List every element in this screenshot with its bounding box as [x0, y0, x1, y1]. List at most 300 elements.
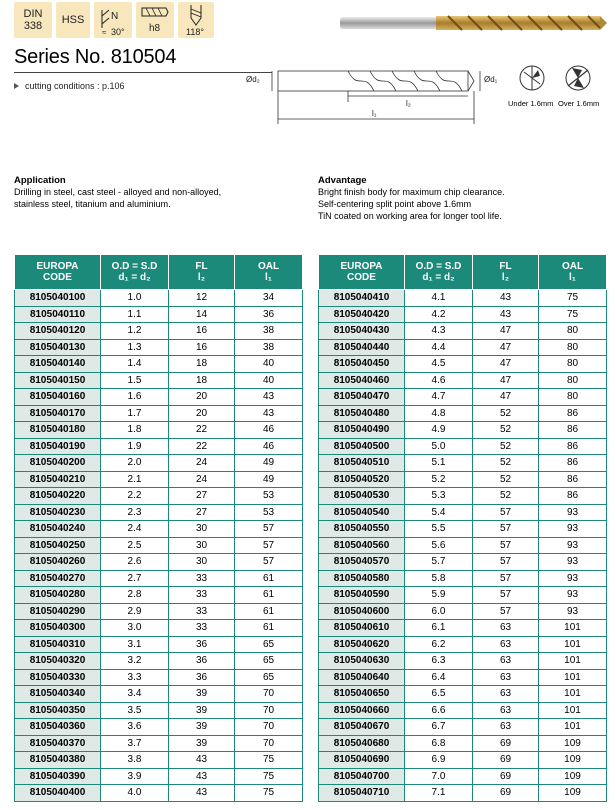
europa-code-cell: 8105040150 — [15, 372, 101, 389]
europa-code-cell: 8105040230 — [15, 504, 101, 521]
europa-code-cell: 8105040320 — [15, 653, 101, 670]
flute-length-cell: 39 — [169, 686, 235, 703]
flute-length-cell: 57 — [473, 554, 539, 571]
over-label: Over 1.6mm — [558, 99, 600, 108]
flute-length-cell: 27 — [169, 504, 235, 521]
flute-length-cell: 57 — [473, 521, 539, 538]
overall-length-cell: 109 — [539, 768, 607, 785]
flute-length-cell: 22 — [169, 438, 235, 455]
flute-length-cell: 52 — [473, 471, 539, 488]
overall-length-cell: 86 — [539, 455, 607, 472]
flute-length-cell: 36 — [169, 653, 235, 670]
overall-length-cell: 86 — [539, 471, 607, 488]
svg-text:l₁: l₁ — [372, 109, 377, 118]
diameter-cell: 4.1 — [405, 290, 473, 307]
overall-length-cell: 101 — [539, 653, 607, 670]
diameter-cell: 6.9 — [405, 752, 473, 769]
europa-code-cell: 8105040610 — [319, 620, 405, 637]
flute-length-cell: 14 — [169, 306, 235, 323]
europa-code-cell: 8105040130 — [15, 339, 101, 356]
europa-code-cell: 8105040430 — [319, 323, 405, 340]
table-row — [319, 752, 607, 769]
diameter-cell: 6.6 — [405, 702, 473, 719]
europa-code-cell: 8105040440 — [319, 339, 405, 356]
table-row — [319, 620, 607, 637]
europa-code-cell: 8105040520 — [319, 471, 405, 488]
table-row — [15, 405, 303, 422]
flute-length-cell: 16 — [169, 323, 235, 340]
table-row — [319, 702, 607, 719]
point-angle-badge — [178, 2, 214, 38]
overall-length-cell: 34 — [235, 290, 303, 307]
flute-length-cell: 63 — [473, 669, 539, 686]
flute-length-cell: 39 — [169, 719, 235, 736]
overall-length-cell: 75 — [539, 290, 607, 307]
diameter-cell: 5.3 — [405, 488, 473, 505]
flute-length-cell: 57 — [473, 504, 539, 521]
drill-bit-image — [338, 8, 608, 38]
helix-angle-icon — [94, 2, 132, 38]
flute-length-cell: 43 — [169, 768, 235, 785]
diameter-cell: 5.2 — [405, 471, 473, 488]
advantage-heading: Advantage — [318, 175, 367, 186]
overall-length-cell: 61 — [235, 603, 303, 620]
europa-code-cell: 8105040250 — [15, 537, 101, 554]
flute-length-cell: 36 — [169, 636, 235, 653]
diameter-cell: 1.4 — [101, 356, 169, 373]
diameter-cell: 1.7 — [101, 405, 169, 422]
flute-length-cell: 57 — [473, 587, 539, 604]
overall-length-cell: 101 — [539, 719, 607, 736]
diameter-cell: 3.2 — [101, 653, 169, 670]
flute-length-cell: 16 — [169, 339, 235, 356]
overall-length-cell: 93 — [539, 521, 607, 538]
overall-length-cell: 86 — [539, 422, 607, 439]
header-od: O.D = S.D d₁ = d₂ — [405, 255, 473, 290]
flute-length-cell: 30 — [169, 537, 235, 554]
material-badge: HSS — [56, 2, 90, 38]
flute-length-cell: 69 — [473, 752, 539, 769]
europa-code-cell: 8105040580 — [319, 570, 405, 587]
europa-code-cell: 8105040690 — [319, 752, 405, 769]
europa-code-cell: 8105040350 — [15, 702, 101, 719]
diameter-cell: 4.3 — [405, 323, 473, 340]
diameter-cell: 5.5 — [405, 521, 473, 538]
diameter-cell: 2.4 — [101, 521, 169, 538]
table-row — [319, 290, 607, 307]
diameter-cell: 3.1 — [101, 636, 169, 653]
overall-length-cell: 93 — [539, 504, 607, 521]
europa-code-cell: 8105040650 — [319, 686, 405, 703]
flute-length-cell: 33 — [169, 570, 235, 587]
flute-length-cell: 47 — [473, 339, 539, 356]
table-row — [319, 537, 607, 554]
overall-length-cell: 109 — [539, 735, 607, 752]
overall-length-cell: 80 — [539, 323, 607, 340]
europa-code-cell: 8105040260 — [15, 554, 101, 571]
table-row — [15, 686, 303, 703]
overall-length-cell: 86 — [539, 405, 607, 422]
flute-length-cell: 20 — [169, 405, 235, 422]
table-row — [15, 339, 303, 356]
table-row — [15, 389, 303, 406]
flute-length-cell: 69 — [473, 735, 539, 752]
table-row — [319, 554, 607, 571]
overall-length-cell: 36 — [235, 306, 303, 323]
flute-length-cell: 63 — [473, 636, 539, 653]
table-row — [319, 603, 607, 620]
overall-length-cell: 80 — [539, 339, 607, 356]
diameter-cell: 2.8 — [101, 587, 169, 604]
flute-length-cell: 47 — [473, 389, 539, 406]
table-row — [15, 636, 303, 653]
europa-code-cell: 8105040300 — [15, 620, 101, 637]
overall-length-cell: 61 — [235, 570, 303, 587]
diameter-cell: 6.4 — [405, 669, 473, 686]
flute-length-cell: 47 — [473, 372, 539, 389]
overall-length-cell: 61 — [235, 620, 303, 637]
overall-length-cell: 70 — [235, 702, 303, 719]
europa-code-cell: 8105040410 — [319, 290, 405, 307]
flute-length-cell: 18 — [169, 372, 235, 389]
europa-code-cell: 8105040190 — [15, 438, 101, 455]
europa-code-cell: 8105040480 — [319, 405, 405, 422]
overall-length-cell: 53 — [235, 504, 303, 521]
europa-code-cell: 8105040460 — [319, 372, 405, 389]
diameter-cell: 5.0 — [405, 438, 473, 455]
table-row — [15, 504, 303, 521]
table-row — [15, 438, 303, 455]
table-row — [15, 719, 303, 736]
overall-length-cell: 57 — [235, 554, 303, 571]
table-row — [319, 636, 607, 653]
overall-length-cell: 46 — [235, 422, 303, 439]
flute-length-cell: 52 — [473, 438, 539, 455]
europa-code-cell: 8105040100 — [15, 290, 101, 307]
europa-code-cell: 8105040550 — [319, 521, 405, 538]
diameter-cell: 3.9 — [101, 768, 169, 785]
table-row — [319, 735, 607, 752]
overall-length-cell: 101 — [539, 686, 607, 703]
overall-length-cell: 40 — [235, 356, 303, 373]
application-heading: Application — [14, 175, 66, 186]
diameter-cell: 1.0 — [101, 290, 169, 307]
table-row — [319, 686, 607, 703]
table-row — [15, 752, 303, 769]
flute-length-cell: 69 — [473, 768, 539, 785]
europa-code-cell: 8105040420 — [319, 306, 405, 323]
overall-length-cell: 70 — [235, 686, 303, 703]
europa-code-cell: 8105040660 — [319, 702, 405, 719]
diameter-cell: 2.0 — [101, 455, 169, 472]
application-text: Drilling in steel, cast steel - alloyed and non-alloyed, stainless steel, titanium and aluminium. — [14, 187, 222, 209]
flute-length-cell: 43 — [473, 306, 539, 323]
split-point-under-icon — [518, 64, 546, 92]
table-row — [15, 570, 303, 587]
diameter-cell: 7.1 — [405, 785, 473, 802]
helix-badge — [94, 2, 132, 38]
overall-length-cell: 101 — [539, 636, 607, 653]
europa-code-cell: 8105040310 — [15, 636, 101, 653]
overall-length-cell: 101 — [539, 669, 607, 686]
flute-length-cell: 43 — [169, 752, 235, 769]
overall-length-cell: 80 — [539, 372, 607, 389]
table-row — [319, 405, 607, 422]
table-row — [319, 521, 607, 538]
table-row — [15, 323, 303, 340]
title-divider — [14, 72, 272, 73]
overall-length-cell: 93 — [539, 554, 607, 571]
flute-length-cell: 22 — [169, 422, 235, 439]
flute-length-cell: 20 — [169, 389, 235, 406]
din-badge: DIN 338 — [14, 2, 52, 38]
flute-length-cell: 63 — [473, 686, 539, 703]
europa-code-cell: 8105040280 — [15, 587, 101, 604]
overall-length-cell: 86 — [539, 438, 607, 455]
overall-length-cell: 49 — [235, 471, 303, 488]
overall-length-cell: 49 — [235, 455, 303, 472]
diameter-cell: 6.3 — [405, 653, 473, 670]
europa-code-cell: 8105040110 — [15, 306, 101, 323]
header-code: EUROPA CODE — [15, 255, 101, 290]
table-row — [15, 290, 303, 307]
flute-length-cell: 39 — [169, 735, 235, 752]
europa-code-cell: 8105040500 — [319, 438, 405, 455]
flute-length-cell: 33 — [169, 603, 235, 620]
table-row — [319, 372, 607, 389]
diameter-cell: 5.8 — [405, 570, 473, 587]
flute-length-cell: 24 — [169, 471, 235, 488]
overall-length-cell: 93 — [539, 603, 607, 620]
diameter-cell: 5.6 — [405, 537, 473, 554]
table-row — [319, 587, 607, 604]
diameter-cell: 2.9 — [101, 603, 169, 620]
diameter-cell: 5.7 — [405, 554, 473, 571]
table-row — [15, 653, 303, 670]
overall-length-cell: 65 — [235, 653, 303, 670]
overall-length-cell: 75 — [235, 752, 303, 769]
flute-length-cell: 36 — [169, 669, 235, 686]
tolerance-badge — [136, 2, 174, 38]
europa-code-cell: 8105040490 — [319, 422, 405, 439]
diameter-cell: 6.0 — [405, 603, 473, 620]
table-row — [15, 372, 303, 389]
table-row — [15, 587, 303, 604]
overall-length-cell: 80 — [539, 389, 607, 406]
overall-length-cell: 38 — [235, 339, 303, 356]
europa-code-cell: 8105040710 — [319, 785, 405, 802]
diameter-cell: 4.4 — [405, 339, 473, 356]
table-row — [319, 455, 607, 472]
table-row — [15, 768, 303, 785]
europa-code-cell: 8105040590 — [319, 587, 405, 604]
svg-text:l₂: l₂ — [406, 99, 411, 108]
overall-length-cell: 93 — [539, 570, 607, 587]
flute-length-cell: 52 — [473, 405, 539, 422]
flute-length-cell: 43 — [473, 290, 539, 307]
europa-code-cell: 8105040160 — [15, 389, 101, 406]
table-row — [319, 389, 607, 406]
europa-code-cell: 8105040400 — [15, 785, 101, 802]
header-fl: FL l₂ — [169, 255, 235, 290]
overall-length-cell: 93 — [539, 587, 607, 604]
diameter-cell: 3.4 — [101, 686, 169, 703]
europa-code-cell: 8105040200 — [15, 455, 101, 472]
europa-code-cell: 8105040370 — [15, 735, 101, 752]
overall-length-cell: 65 — [235, 636, 303, 653]
overall-length-cell: 65 — [235, 669, 303, 686]
drill-dimension-drawing — [244, 58, 512, 130]
diameter-cell: 2.6 — [101, 554, 169, 571]
overall-length-cell: 70 — [235, 719, 303, 736]
table-row — [319, 339, 607, 356]
overall-length-cell: 53 — [235, 488, 303, 505]
diameter-cell: 6.7 — [405, 719, 473, 736]
diameter-cell: 2.3 — [101, 504, 169, 521]
flute-length-cell: 63 — [473, 702, 539, 719]
split-point-over-icon — [564, 64, 592, 92]
arrow-right-icon — [14, 83, 19, 89]
header-od: O.D = S.D d₁ = d₂ — [101, 255, 169, 290]
advantage-text: Bright finish body for maximum chip clearance. Self-centering split point above 1.6mm TiN coated on working area for longer tool life. — [318, 187, 505, 221]
diameter-cell: 1.9 — [101, 438, 169, 455]
europa-code-cell: 8105040270 — [15, 570, 101, 587]
flute-length-cell: 63 — [473, 719, 539, 736]
europa-code-cell: 8105040570 — [319, 554, 405, 571]
europa-code-cell: 8105040220 — [15, 488, 101, 505]
flute-length-cell: 30 — [169, 554, 235, 571]
overall-length-cell: 75 — [235, 768, 303, 785]
flute-length-cell: 57 — [473, 537, 539, 554]
diameter-cell: 1.8 — [101, 422, 169, 439]
diameter-cell: 6.5 — [405, 686, 473, 703]
overall-length-cell: 101 — [539, 620, 607, 637]
table-row — [319, 323, 607, 340]
table-row — [15, 521, 303, 538]
overall-length-cell: 75 — [235, 785, 303, 802]
flute-length-cell: 47 — [473, 356, 539, 373]
flute-length-cell: 63 — [473, 653, 539, 670]
diameter-cell: 7.0 — [405, 768, 473, 785]
svg-text:30°: 30° — [111, 27, 125, 37]
cutting-conditions-link[interactable]: cutting conditions : p.106 — [14, 81, 125, 91]
table-row — [319, 422, 607, 439]
point-angle-icon — [178, 2, 214, 38]
flute-length-cell: 33 — [169, 620, 235, 637]
flute-length-cell: 69 — [473, 785, 539, 802]
overall-length-cell: 57 — [235, 537, 303, 554]
table-row — [15, 455, 303, 472]
flute-length-cell: 33 — [169, 587, 235, 604]
diameter-cell: 3.6 — [101, 719, 169, 736]
diameter-cell: 2.5 — [101, 537, 169, 554]
table-row — [15, 669, 303, 686]
diameter-cell: 2.1 — [101, 471, 169, 488]
overall-length-cell: 43 — [235, 405, 303, 422]
europa-code-cell: 8105040600 — [319, 603, 405, 620]
europa-code-cell: 8105040560 — [319, 537, 405, 554]
header-code: EUROPA CODE — [319, 255, 405, 290]
overall-length-cell: 70 — [235, 735, 303, 752]
diameter-cell: 1.5 — [101, 372, 169, 389]
diameter-cell: 1.3 — [101, 339, 169, 356]
europa-code-cell: 8105040170 — [15, 405, 101, 422]
diameter-cell: 1.1 — [101, 306, 169, 323]
europa-code-cell: 8105040240 — [15, 521, 101, 538]
overall-length-cell: 109 — [539, 752, 607, 769]
europa-code-cell: 8105040180 — [15, 422, 101, 439]
overall-length-cell: 38 — [235, 323, 303, 340]
europa-code-cell: 8105040680 — [319, 735, 405, 752]
diameter-cell: 2.7 — [101, 570, 169, 587]
europa-code-cell: 8105040360 — [15, 719, 101, 736]
overall-length-cell: 46 — [235, 438, 303, 455]
flute-length-cell: 47 — [473, 323, 539, 340]
table-row — [15, 356, 303, 373]
table-row — [319, 488, 607, 505]
header-fl: FL l₂ — [473, 255, 539, 290]
europa-code-cell: 8105040120 — [15, 323, 101, 340]
header-oal: OAL l₁ — [235, 255, 303, 290]
table-row — [319, 356, 607, 373]
table-row — [15, 554, 303, 571]
table-row — [319, 306, 607, 323]
table-row — [319, 669, 607, 686]
overall-length-cell: 43 — [235, 389, 303, 406]
diameter-cell: 3.0 — [101, 620, 169, 637]
table-row — [319, 785, 607, 802]
table-row — [15, 735, 303, 752]
europa-code-cell: 8105040620 — [319, 636, 405, 653]
overall-length-cell: 75 — [539, 306, 607, 323]
europa-code-cell: 8105040640 — [319, 669, 405, 686]
flute-length-cell: 63 — [473, 620, 539, 637]
diameter-cell: 3.8 — [101, 752, 169, 769]
table-row — [15, 537, 303, 554]
table-row — [15, 702, 303, 719]
flute-length-cell: 30 — [169, 521, 235, 538]
diameter-cell: 4.8 — [405, 405, 473, 422]
europa-code-cell: 8105040210 — [15, 471, 101, 488]
page-title: Series No. 810504 — [14, 46, 177, 68]
table-row — [15, 422, 303, 439]
diameter-cell: 6.8 — [405, 735, 473, 752]
table-row — [319, 719, 607, 736]
overall-length-cell: 109 — [539, 785, 607, 802]
flute-length-cell: 57 — [473, 570, 539, 587]
table-row — [15, 620, 303, 637]
svg-text:h8: h8 — [149, 23, 161, 34]
diameter-cell: 2.2 — [101, 488, 169, 505]
flute-length-cell: 43 — [169, 785, 235, 802]
diameter-cell: 3.7 — [101, 735, 169, 752]
europa-code-cell: 8105040510 — [319, 455, 405, 472]
diameter-cell: 3.5 — [101, 702, 169, 719]
flute-length-cell: 27 — [169, 488, 235, 505]
table-row — [15, 603, 303, 620]
flute-length-cell: 24 — [169, 455, 235, 472]
diameter-cell: 5.1 — [405, 455, 473, 472]
table-row — [15, 488, 303, 505]
flute-length-cell: 52 — [473, 455, 539, 472]
overall-length-cell: 57 — [235, 521, 303, 538]
europa-code-cell: 8105040700 — [319, 768, 405, 785]
diameter-cell: 4.0 — [101, 785, 169, 802]
flute-length-cell: 18 — [169, 356, 235, 373]
europa-code-cell: 8105040290 — [15, 603, 101, 620]
svg-text:Ød₂: Ød₂ — [246, 75, 260, 84]
diameter-cell: 1.6 — [101, 389, 169, 406]
